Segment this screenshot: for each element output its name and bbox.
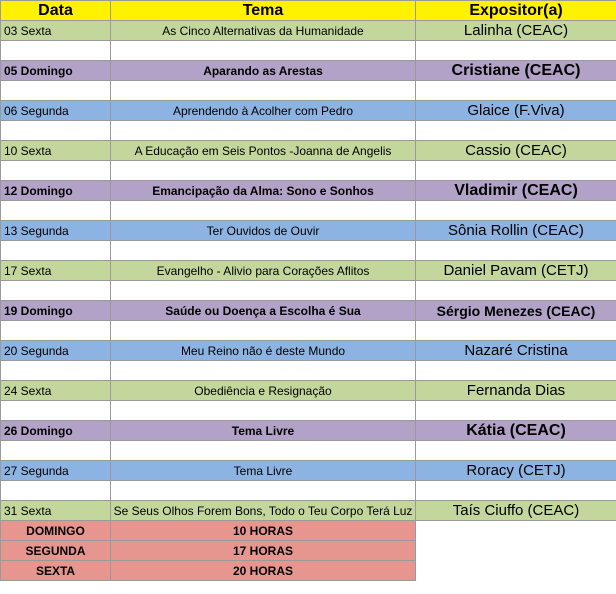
spacer-cell xyxy=(1,161,111,181)
spacer-cell xyxy=(416,161,616,181)
schedule-time: 20 HORAS xyxy=(111,561,416,581)
spacer-row xyxy=(1,41,616,61)
spacer-cell xyxy=(1,241,111,261)
schedule-day: SEGUNDA xyxy=(1,541,111,561)
schedule-day: DOMINGO xyxy=(1,521,111,541)
spacer-cell xyxy=(416,281,616,301)
spacer-cell xyxy=(111,81,416,101)
event-theme: Tema Livre xyxy=(111,421,416,441)
event-date: 26 Domingo xyxy=(1,421,111,441)
spacer-row xyxy=(1,441,616,461)
spacer-cell xyxy=(1,441,111,461)
spacer-cell xyxy=(1,281,111,301)
spacer-cell xyxy=(416,241,616,261)
event-row xyxy=(1,61,616,81)
event-date: 31 Sexta xyxy=(1,501,111,521)
event-row xyxy=(1,341,616,361)
event-theme: Obediência e Resignação xyxy=(111,381,416,401)
spacer-cell xyxy=(416,41,616,61)
spacer-cell xyxy=(416,401,616,421)
schedule-time: 10 HORAS xyxy=(111,521,416,541)
event-date: 27 Segunda xyxy=(1,461,111,481)
event-date: 03 Sexta xyxy=(1,21,111,41)
header-data: Data xyxy=(1,1,111,21)
spacer-cell xyxy=(111,321,416,341)
spacer-cell xyxy=(111,161,416,181)
event-speaker: Taís Ciuffo (CEAC) xyxy=(416,501,616,521)
event-speaker: Sônia Rollin (CEAC) xyxy=(416,221,616,241)
event-row xyxy=(1,21,616,41)
event-theme: Saúde ou Doença a Escolha é Sua xyxy=(111,301,416,321)
event-theme: As Cinco Alternativas da Humanidade xyxy=(111,21,416,41)
spacer-row xyxy=(1,121,616,141)
schedule-blank xyxy=(416,561,616,581)
table-body xyxy=(1,1,616,581)
event-theme: Evangelho - Alivio para Corações Aflitos xyxy=(111,261,416,281)
event-speaker: Cristiane (CEAC) xyxy=(416,61,616,81)
event-date: 19 Domingo xyxy=(1,301,111,321)
event-row xyxy=(1,141,616,161)
spacer-cell xyxy=(416,121,616,141)
spacer-cell xyxy=(1,361,111,381)
event-date: 17 Sexta xyxy=(1,261,111,281)
spacer-row xyxy=(1,241,616,261)
spacer-cell xyxy=(416,361,616,381)
event-date: 24 Sexta xyxy=(1,381,111,401)
event-theme: Aprendendo à Acolher com Pedro xyxy=(111,101,416,121)
event-speaker: Nazaré Cristina xyxy=(416,341,616,361)
spacer-row xyxy=(1,361,616,381)
spacer-cell xyxy=(111,201,416,221)
schedule-row xyxy=(1,561,616,581)
spacer-row xyxy=(1,281,616,301)
spacer-row xyxy=(1,161,616,181)
event-theme: Aparando as Arestas xyxy=(111,61,416,81)
schedule-time: 17 HORAS xyxy=(111,541,416,561)
schedule-blank xyxy=(416,541,616,561)
event-row xyxy=(1,101,616,121)
event-speaker: Roracy (CETJ) xyxy=(416,461,616,481)
spacer-cell xyxy=(1,321,111,341)
event-date: 05 Domingo xyxy=(1,61,111,81)
event-date: 13 Segunda xyxy=(1,221,111,241)
header-tema: Tema xyxy=(111,1,416,21)
event-theme: Se Seus Olhos Forem Bons, Todo o Teu Corpo Terá Luz xyxy=(111,501,416,521)
spacer-row xyxy=(1,81,616,101)
schedule-day: SEXTA xyxy=(1,561,111,581)
spacer-cell xyxy=(111,481,416,501)
spacer-cell xyxy=(416,441,616,461)
event-row xyxy=(1,381,616,401)
spacer-cell xyxy=(1,41,111,61)
event-date: 06 Segunda xyxy=(1,101,111,121)
event-speaker: Cassio (CEAC) xyxy=(416,141,616,161)
event-row xyxy=(1,181,616,201)
event-date: 10 Sexta xyxy=(1,141,111,161)
spacer-row xyxy=(1,201,616,221)
event-theme: Meu Reino não é deste Mundo xyxy=(111,341,416,361)
spacer-cell xyxy=(416,81,616,101)
event-speaker: Vladimir (CEAC) xyxy=(416,181,616,201)
spacer-cell xyxy=(416,481,616,501)
event-theme: Tema Livre xyxy=(111,461,416,481)
spacer-cell xyxy=(111,121,416,141)
event-speaker: Daniel Pavam (CETJ) xyxy=(416,261,616,281)
event-date: 20 Segunda xyxy=(1,341,111,361)
event-row xyxy=(1,461,616,481)
spacer-cell xyxy=(416,321,616,341)
event-theme: Ter Ouvidos de Ouvir xyxy=(111,221,416,241)
event-theme: A Educação em Seis Pontos -Joanna de Angelis xyxy=(111,141,416,161)
spacer-row xyxy=(1,321,616,341)
spacer-cell xyxy=(111,361,416,381)
event-speaker: Fernanda Dias xyxy=(416,381,616,401)
spacer-row xyxy=(1,401,616,421)
spacer-row xyxy=(1,481,616,501)
spacer-cell xyxy=(1,481,111,501)
event-row xyxy=(1,421,616,441)
event-speaker: Lalinha (CEAC) xyxy=(416,21,616,41)
spacer-cell xyxy=(111,241,416,261)
event-row xyxy=(1,301,616,321)
event-theme: Emancipação da Alma: Sono e Sonhos xyxy=(111,181,416,201)
spacer-cell xyxy=(111,281,416,301)
event-speaker: Sérgio Menezes (CEAC) xyxy=(416,301,616,321)
spacer-cell xyxy=(416,201,616,221)
event-row xyxy=(1,221,616,241)
schedule-blank xyxy=(416,521,616,541)
event-speaker: Kátia (CEAC) xyxy=(416,421,616,441)
spacer-cell xyxy=(1,121,111,141)
spacer-cell xyxy=(111,401,416,421)
event-date: 12 Domingo xyxy=(1,181,111,201)
event-row xyxy=(1,501,616,521)
header-expositor: Expositor(a) xyxy=(416,1,616,21)
spacer-cell xyxy=(111,41,416,61)
schedule-row xyxy=(1,541,616,561)
spacer-cell xyxy=(1,81,111,101)
header-row xyxy=(1,1,616,21)
schedule-row xyxy=(1,521,616,541)
spacer-cell xyxy=(1,401,111,421)
spacer-cell xyxy=(1,201,111,221)
event-row xyxy=(1,261,616,281)
spacer-cell xyxy=(111,441,416,461)
event-speaker: Glaice (F.Viva) xyxy=(416,101,616,121)
